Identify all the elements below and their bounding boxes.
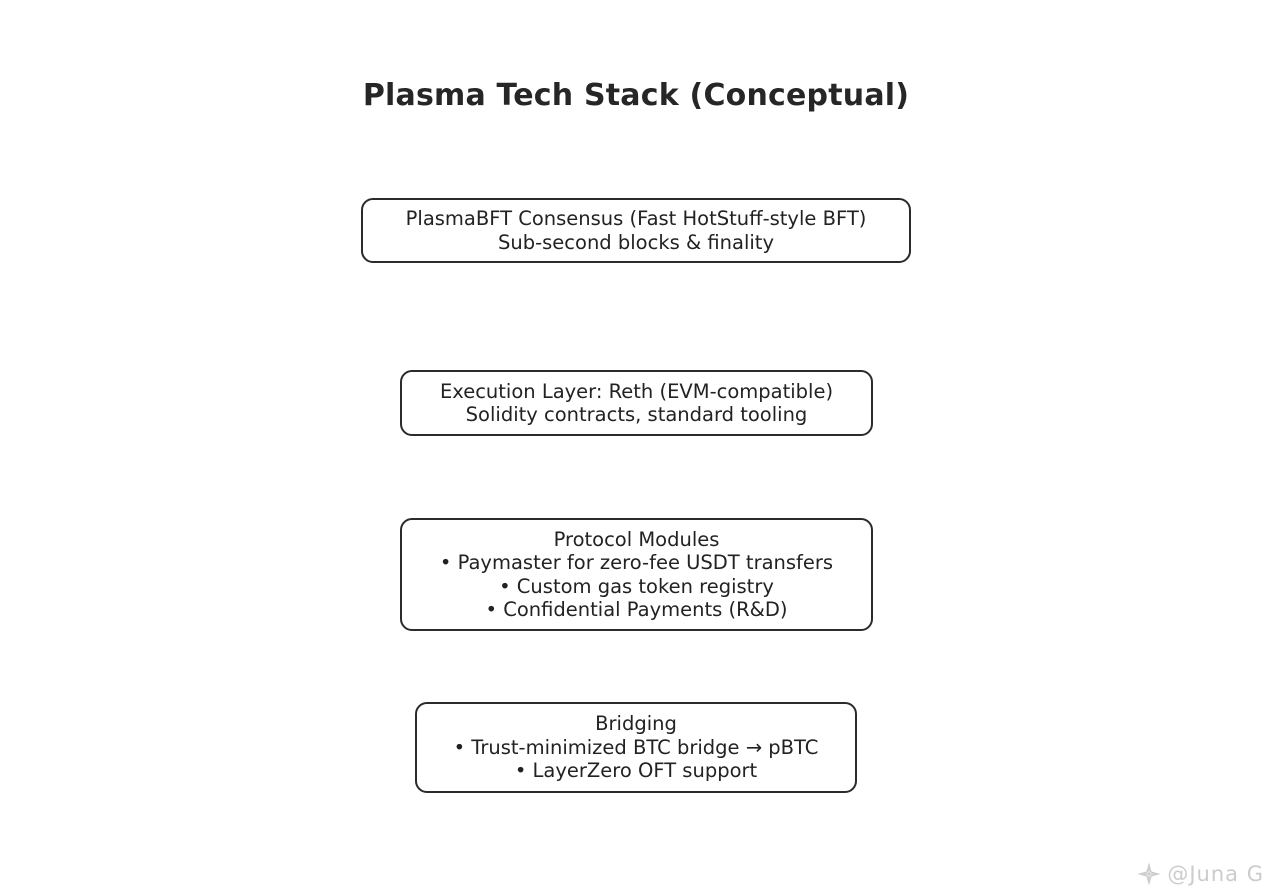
watermark-text: @Juna G (1167, 862, 1264, 886)
diagram-node-consensus (361, 198, 911, 263)
node-line: Solidity contracts, standard tooling (465, 403, 808, 426)
node-line: • LayerZero OFT support (514, 759, 758, 783)
node-line: • Confidential Payments (R&D) (485, 598, 788, 621)
node-line: Bridging (595, 712, 677, 736)
sparkle-icon (1137, 862, 1161, 886)
diagram-node-execution (400, 370, 873, 436)
node-line: Sub-second blocks & finality (497, 230, 774, 254)
diagram-node-bridging (415, 702, 857, 793)
node-line: Protocol Modules (553, 527, 720, 551)
node-line: • Paymaster for zero-fee USDT transfers (439, 551, 834, 574)
watermark (1137, 862, 1264, 886)
diagram-node-protocol-modules (400, 518, 873, 631)
node-line: • Custom gas token registry (499, 574, 774, 598)
node-line: • Trust-minimized BTC bridge → pBTC (453, 735, 819, 759)
page-title: Plasma Tech Stack (Conceptual) (362, 78, 910, 113)
node-line: Execution Layer: Reth (EVM-compatible) (439, 379, 834, 403)
node-line: PlasmaBFT Consensus (Fast HotStuff-style BFT) (405, 207, 867, 230)
